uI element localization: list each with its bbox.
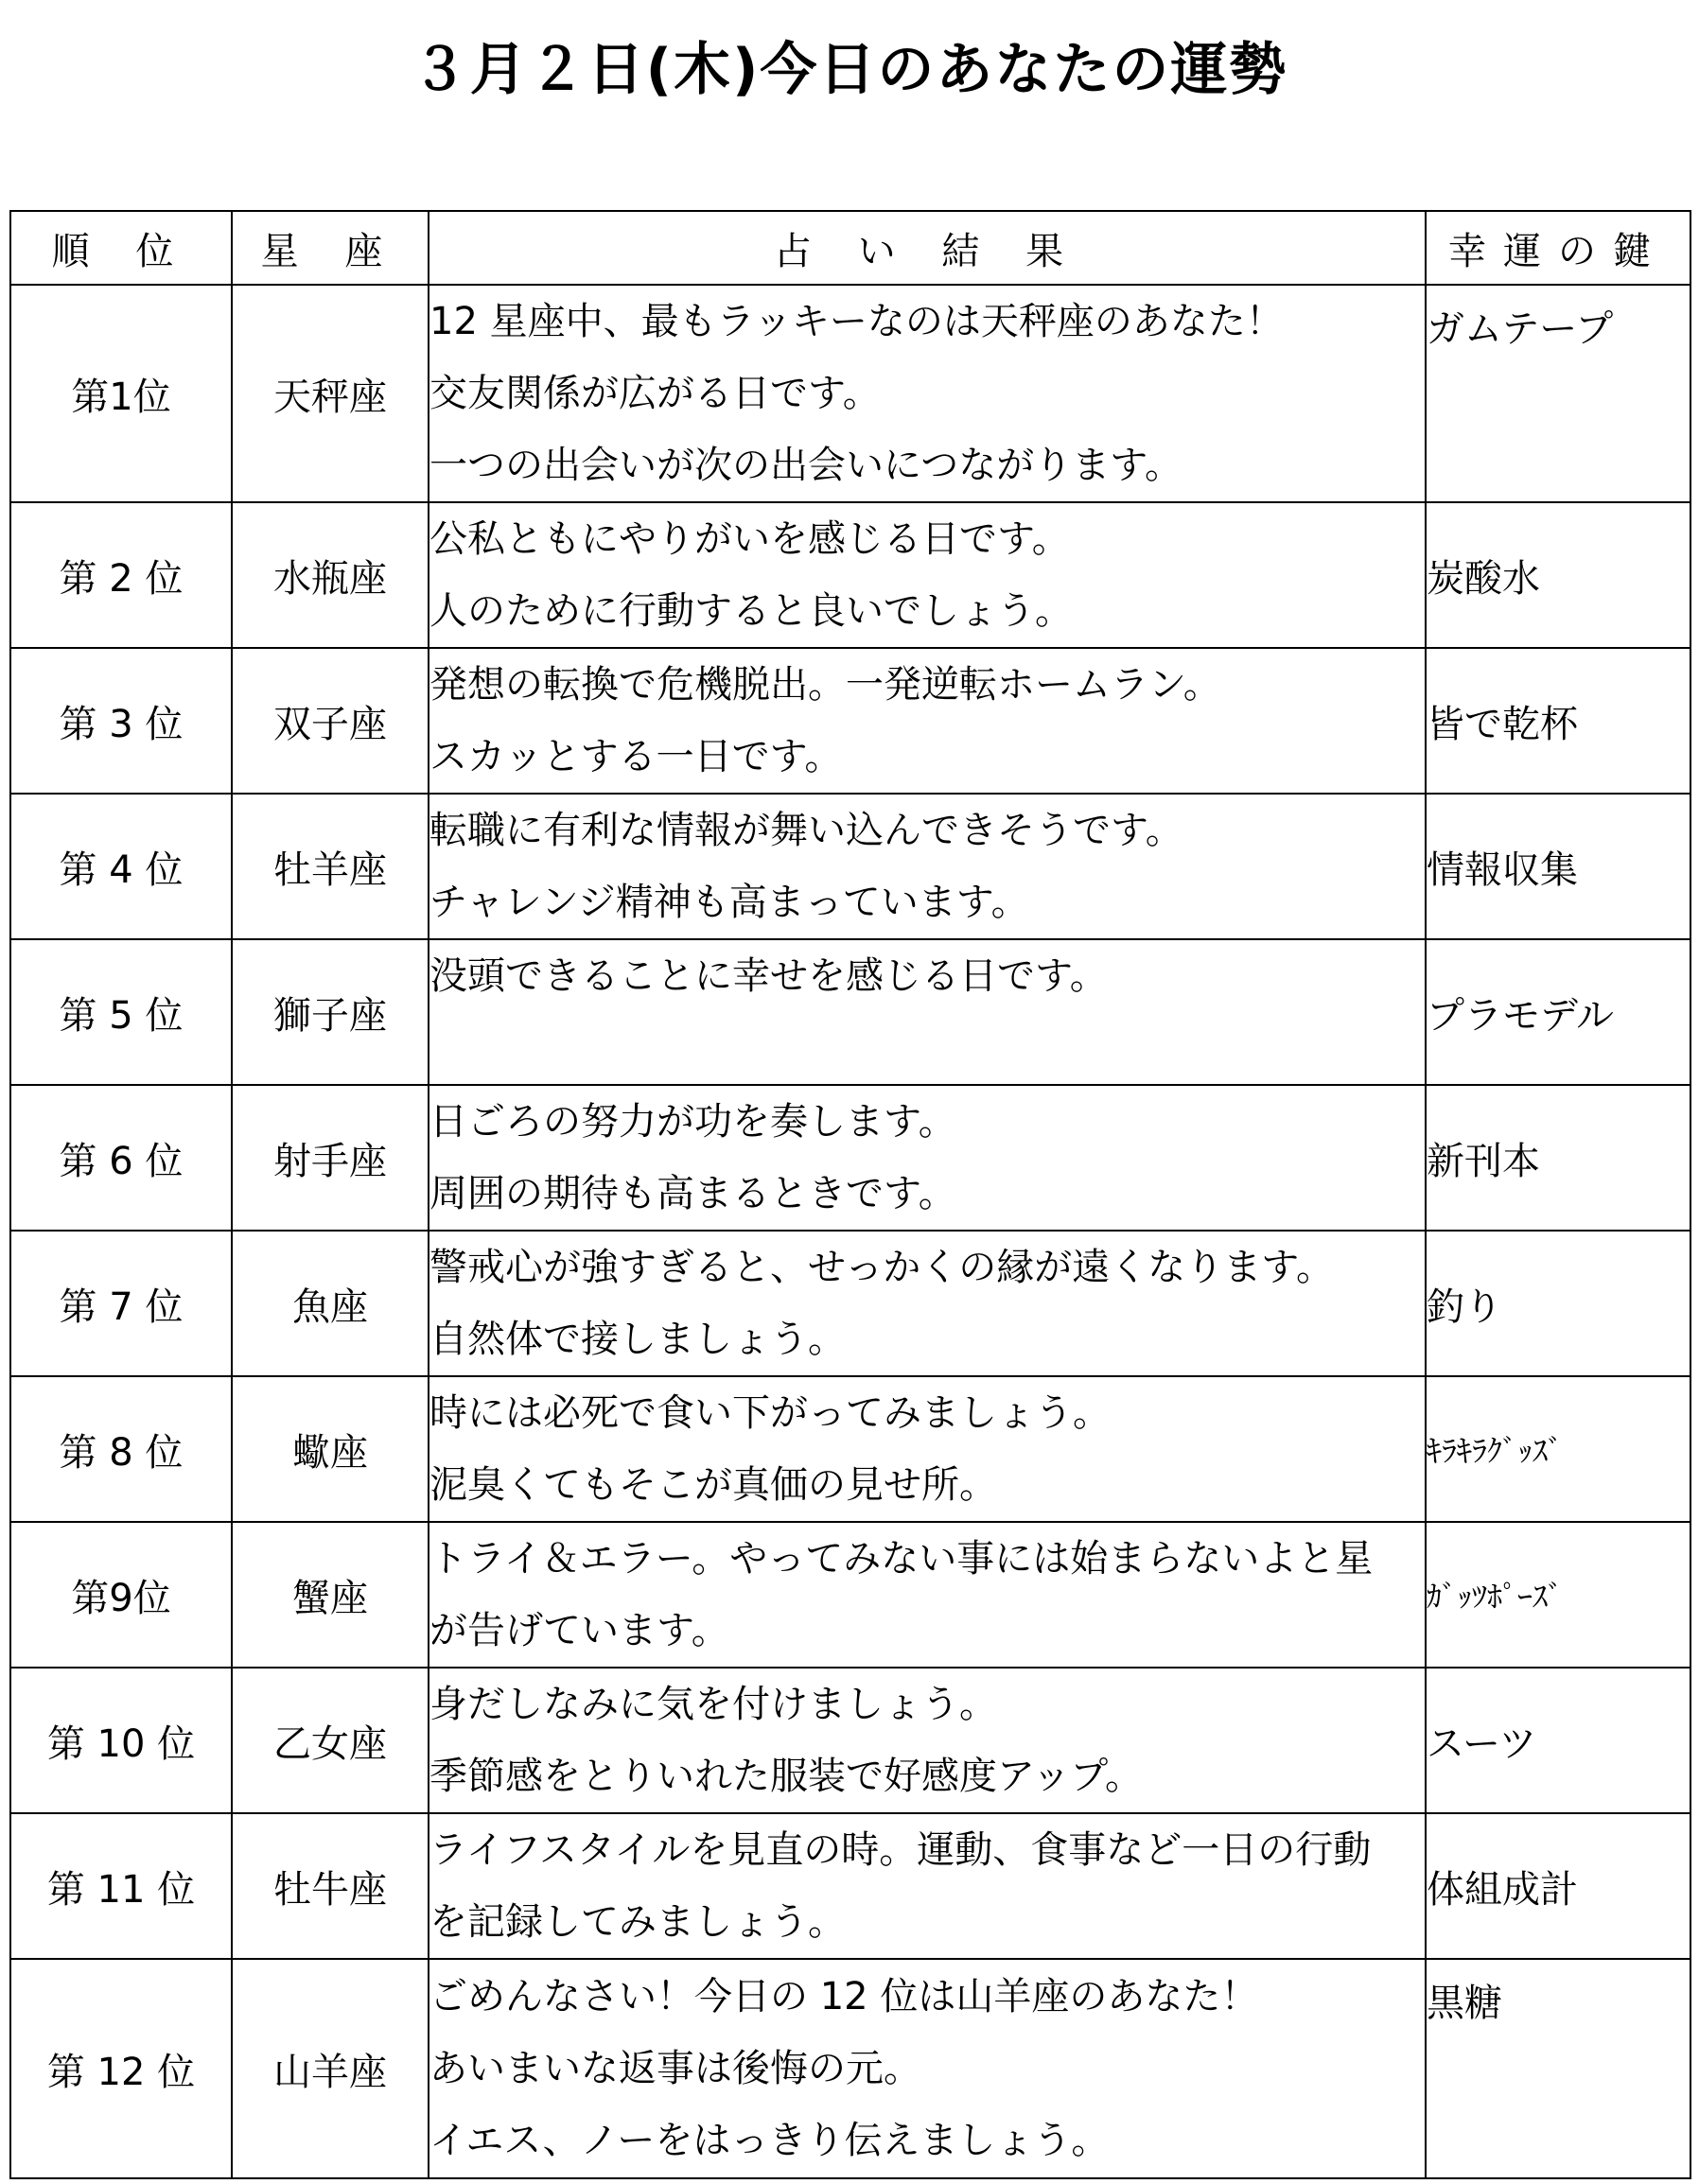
result-line: 転職に有利な情報が舞い込んできそうです。 [429, 809, 1183, 852]
table-row [10, 502, 1690, 648]
result-line: 没頭できることに幸せを感じる日です。 [429, 954, 1108, 998]
result-line: あいまいな返事は後悔の元。 [429, 2047, 921, 2090]
table-row [10, 1376, 1690, 1522]
sign-cell: 射手座 [232, 1085, 429, 1231]
result-cell [429, 794, 1426, 939]
table-row [10, 1522, 1690, 1668]
sign-cell: 山羊座 [232, 1959, 429, 2178]
rank-cell: 第 2 位 [10, 502, 232, 648]
result-cell [429, 1813, 1426, 1959]
rank-cell: 第 3 位 [10, 648, 232, 794]
rank-cell: 第 6 位 [10, 1085, 232, 1231]
result-line: 周囲の期待も高まるときです。 [429, 1172, 956, 1215]
result-line: が告げています。 [429, 1609, 729, 1652]
header-result: 占 い 結 果 [429, 211, 1426, 285]
sign-cell: 魚座 [232, 1231, 429, 1376]
table-row [10, 1668, 1690, 1813]
sign-cell: 天秤座 [232, 285, 429, 502]
sign-cell: 牡牛座 [232, 1813, 429, 1959]
result-line: 自然体で接しましょう。 [429, 1318, 846, 1361]
lucky-key-cell: 情報収集 [1426, 794, 1690, 939]
table-row [10, 1231, 1690, 1376]
lucky-key-cell: 体組成計 [1426, 1813, 1690, 1959]
result-line: イエス、ノーをはっきり伝えましょう。 [429, 2119, 1110, 2162]
rank-cell: 第 12 位 [10, 1959, 232, 2178]
sign-cell: 蠍座 [232, 1376, 429, 1522]
rank-cell: 第 10 位 [10, 1668, 232, 1813]
rank-cell: 第9位 [10, 1522, 232, 1668]
result-line: 公私ともにやりがいを感じる日です。 [429, 517, 1070, 561]
table-row [10, 1813, 1690, 1959]
rank-cell: 第 11 位 [10, 1813, 232, 1959]
result-cell [429, 502, 1426, 648]
result-line: スカッとする一日です。 [429, 735, 843, 778]
result-cell [429, 648, 1426, 794]
result-line: を記録してみましょう。 [429, 1900, 846, 1944]
result-line: 季節感をとりいれた服装で好感度アップ。 [429, 1755, 1143, 1798]
header-lucky-key: 幸運の鍵 [1426, 211, 1690, 285]
result-line: トライ＆エラー。やってみない事には始まらないよと星 [429, 1537, 1374, 1581]
sign-cell: 蟹座 [232, 1522, 429, 1668]
lucky-key-cell: スーツ [1426, 1668, 1690, 1813]
lucky-key-cell: 黒糖 [1426, 1959, 1690, 2178]
sign-cell: 牡羊座 [232, 794, 429, 939]
lucky-key-cell: 新刊本 [1426, 1085, 1690, 1231]
result-line: 日ごろの努力が功を奏します。 [429, 1100, 956, 1144]
lucky-key-cell: 炭酸水 [1426, 502, 1690, 648]
result-cell [429, 1085, 1426, 1231]
lucky-key-cell: ｷﾗｷﾗｸﾞｯｽﾞ [1426, 1376, 1690, 1522]
sign-cell: 双子座 [232, 648, 429, 794]
result-cell [429, 939, 1426, 1085]
page-title: ３月２日(木)今日のあなたの運勢 [411, 37, 1288, 103]
table-row [10, 648, 1690, 794]
rank-cell: 第 5 位 [10, 939, 232, 1085]
table-row [10, 794, 1690, 939]
result-line: ごめんなさい！今日の 12 位は山羊座のあなた！ [429, 1975, 1259, 2018]
result-line: チャレンジ精神も高まっています。 [429, 881, 1029, 924]
result-cell [429, 1231, 1426, 1376]
header-row [10, 211, 1690, 285]
result-line: 警戒心が強すぎると、せっかくの縁が遠くなります。 [429, 1246, 1334, 1289]
rank-cell: 第 7 位 [10, 1231, 232, 1376]
result-line: 交友関係が広がる日です。 [429, 372, 881, 415]
fortune-table [9, 210, 1691, 2179]
table-row [10, 1085, 1690, 1231]
result-line: 泥臭くてもそこが真価の見せ所。 [429, 1463, 997, 1507]
table-row [10, 1959, 1690, 2178]
rank-cell: 第 8 位 [10, 1376, 232, 1522]
result-line: 時には必死で食い下がってみましょう。 [429, 1391, 1111, 1435]
lucky-key-cell: ガムテープ [1426, 285, 1690, 502]
lucky-key-cell: ｶﾞｯﾂﾎﾟｰｽﾞ [1426, 1522, 1690, 1668]
result-cell [429, 285, 1426, 502]
sign-cell: 水瓶座 [232, 502, 429, 648]
table-row [10, 939, 1690, 1085]
header-sign: 星 座 [232, 211, 429, 285]
header-rank: 順 位 [10, 211, 232, 285]
result-line: 12 星座中、最もラッキーなのは天秤座のあなた！ [429, 300, 1284, 343]
lucky-key-cell: 皆で乾杯 [1426, 648, 1690, 794]
result-cell [429, 1376, 1426, 1522]
result-cell [429, 1668, 1426, 1813]
result-cell [429, 1959, 1426, 2178]
lucky-key-cell: プラモデル [1426, 939, 1690, 1085]
result-line: 人のために行動すると良いでしょう。 [429, 589, 1073, 633]
sign-cell: 乙女座 [232, 1668, 429, 1813]
sign-cell: 獅子座 [232, 939, 429, 1085]
rank-cell: 第1位 [10, 285, 232, 502]
table-row [10, 285, 1690, 502]
result-line: ライフスタイルを見直の時。運動、食事など一日の行動 [429, 1828, 1372, 1872]
lucky-key-cell: 釣り [1426, 1231, 1690, 1376]
rank-cell: 第 4 位 [10, 794, 232, 939]
result-cell [429, 1522, 1426, 1668]
result-line: 身だしなみに気を付けましょう。 [429, 1683, 997, 1726]
result-line: 一つの出会いが次の出会いにつながります。 [429, 444, 1182, 487]
result-line: 発想の転換で危機脱出。一発逆転ホームラン。 [429, 663, 1221, 707]
